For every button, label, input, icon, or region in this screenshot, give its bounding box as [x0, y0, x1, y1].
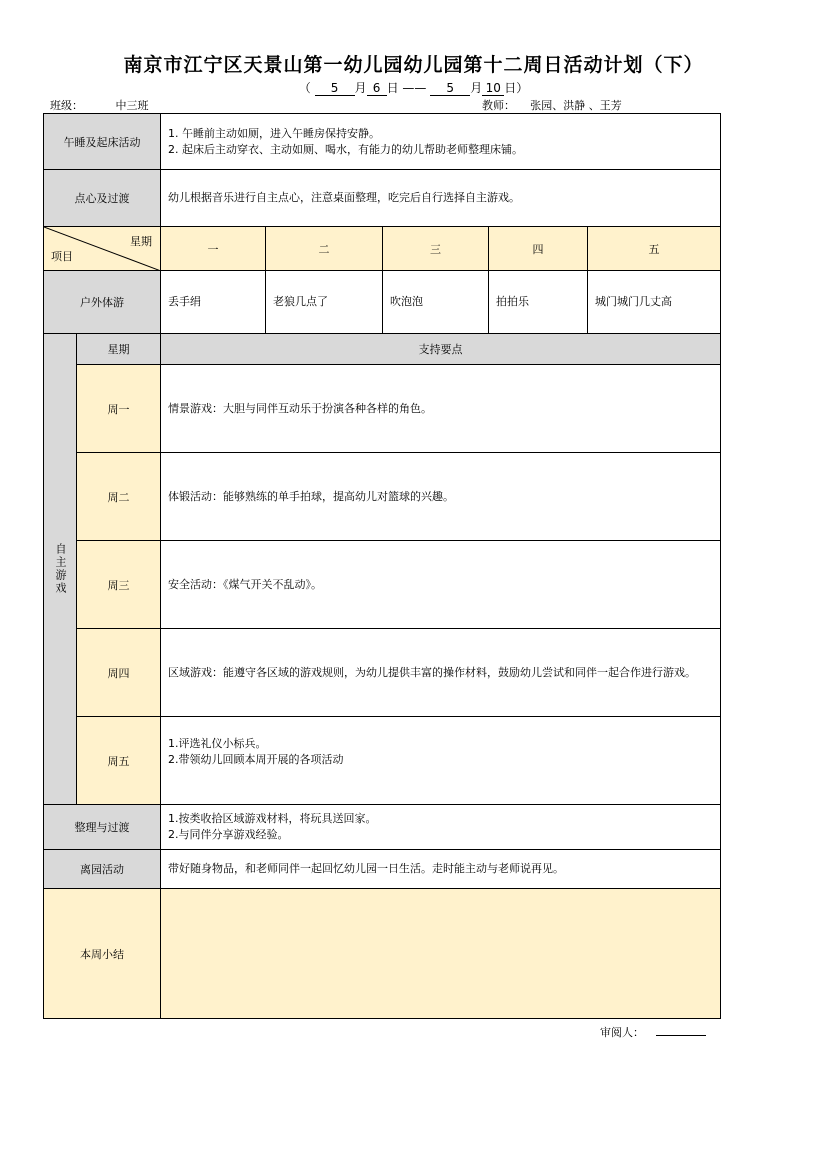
free-play-points-1-line-1: 情景游戏：大胆与同伴互动乐于扮演各种各样的角色。 [168, 401, 432, 415]
day-header-2: 二 [266, 227, 383, 271]
teacher-label: 教师： [482, 99, 515, 112]
summary-row [44, 889, 721, 1019]
weekday-header-row [44, 227, 721, 271]
tidy-row [44, 805, 721, 850]
summary-label: 本周小结 [44, 889, 161, 1019]
reviewer-value[interactable] [656, 1035, 706, 1036]
day-header-1: 一 [161, 227, 266, 271]
teacher-value: 张园、洪静 、王芳 [515, 97, 637, 114]
free-play-day-3: 周三 [77, 541, 161, 629]
free-play-row [44, 717, 721, 805]
snack-content [161, 170, 721, 227]
class-value: 中三班 [83, 97, 181, 114]
plan-table [43, 113, 721, 1019]
leave-row [44, 850, 721, 889]
header-item-label: 项目 [51, 250, 73, 263]
free-play-week-header: 星期 [77, 334, 161, 365]
nap-content [161, 114, 721, 170]
date-dash: —— [402, 81, 427, 95]
free-play-row [44, 541, 721, 629]
free-play-points-3-line-1: 安全活动：《煤气开关不乱动》。 [168, 577, 322, 591]
outdoor-row [44, 271, 721, 334]
outdoor-game-3: 吹泡泡 [383, 271, 489, 334]
date-range [0, 79, 827, 96]
free-play-row [44, 453, 721, 541]
free-play-points-5 [161, 717, 721, 805]
free-play-label: 自主游戏 [54, 543, 67, 595]
snack-row [44, 170, 721, 227]
free-play-points-2-line-1: 体锻活动：能够熟练的单手拍球，提高幼儿对篮球的兴趣。 [168, 489, 454, 503]
end-month-char: 月 [470, 81, 483, 95]
free-play-points-4 [161, 629, 721, 717]
leave-text: 带好随身物品，和老师同伴一起回忆幼儿园一日生活。走时能主动与老师说再见。 [168, 862, 564, 875]
nap-row [44, 114, 721, 170]
free-play-row [44, 629, 721, 717]
outdoor-game-2: 老狼几点了 [266, 271, 383, 334]
free-play-points-4-line-1: 区域游戏：能遵守各区域的游戏规则，为幼儿提供丰富的操作材料，鼓励幼儿尝试和同伴一起合作进行游戏。 [168, 665, 696, 679]
start-month-char: 月 [354, 81, 367, 95]
nap-line-1: 1. 午睡前主动如厕，进入午睡房保持安静。 [168, 126, 380, 140]
teacher-info [482, 97, 637, 114]
start-day-char: 日 [386, 81, 399, 95]
outdoor-label: 户外体游 [44, 271, 161, 334]
free-play-day-5: 周五 [77, 717, 161, 805]
free-play-points-1 [161, 365, 721, 453]
date-close-paren: ） [516, 81, 529, 95]
free-play-points-5-line-2: 2.带领幼儿回顾本周开展的各项活动 [168, 753, 344, 766]
tidy-label: 整理与过渡 [44, 805, 161, 850]
header-week-label: 星期 [130, 235, 152, 248]
free-play-points-5-line-1: 1.评选礼仪小标兵。 [168, 737, 267, 750]
start-month: 5 [315, 81, 355, 96]
outdoor-game-5: 城门城门几丈高 [588, 271, 721, 334]
snack-text: 幼儿根据音乐进行自主点心，注意桌面整理，吃完后自行选择自主游戏。 [168, 191, 520, 204]
tidy-line-2: 2.与同伴分享游戏经验。 [168, 828, 289, 841]
free-play-points-2 [161, 453, 721, 541]
free-play-day-2: 周二 [77, 453, 161, 541]
snack-label: 点心及过渡 [44, 170, 161, 227]
end-month: 5 [430, 81, 470, 96]
leave-label: 离园活动 [44, 850, 161, 889]
date-open-paren: （ [298, 81, 311, 95]
free-play-day-1: 周一 [77, 365, 161, 453]
free-play-points-header: 支持要点 [161, 334, 721, 365]
outdoor-game-1: 丢手绢 [161, 271, 266, 334]
reviewer-label: 审阅人： [600, 1026, 644, 1039]
page-title: 南京市江宁区天景山第一幼儿园幼儿园第十二周日活动计划（下） [123, 54, 704, 76]
header-diagonal-cell [44, 227, 161, 271]
summary-content[interactable] [161, 889, 721, 1019]
free-play-row [44, 365, 721, 453]
class-info [50, 97, 181, 114]
free-play-points-3 [161, 541, 721, 629]
tidy-content [161, 805, 721, 850]
outdoor-game-4: 拍拍乐 [489, 271, 588, 334]
tidy-line-1: 1.按类收拾区域游戏材料，将玩具送回家。 [168, 812, 377, 825]
nap-label: 午睡及起床活动 [44, 114, 161, 170]
reviewer [600, 1024, 706, 1040]
end-day-char: 日 [504, 81, 517, 95]
nap-line-2: 2. 起床后主动穿衣、主动如厕、喝水，有能力的幼儿帮助老师整理床铺。 [168, 142, 523, 156]
leave-content [161, 850, 721, 889]
end-day: 10 [482, 81, 504, 96]
day-header-5: 五 [588, 227, 721, 271]
free-play-day-4: 周四 [77, 629, 161, 717]
free-play-header-row [44, 334, 721, 365]
day-header-4: 四 [489, 227, 588, 271]
day-header-3: 三 [383, 227, 489, 271]
start-day: 6 [367, 81, 387, 96]
free-play-label-cell [44, 334, 77, 805]
class-label: 班级： [50, 99, 83, 112]
